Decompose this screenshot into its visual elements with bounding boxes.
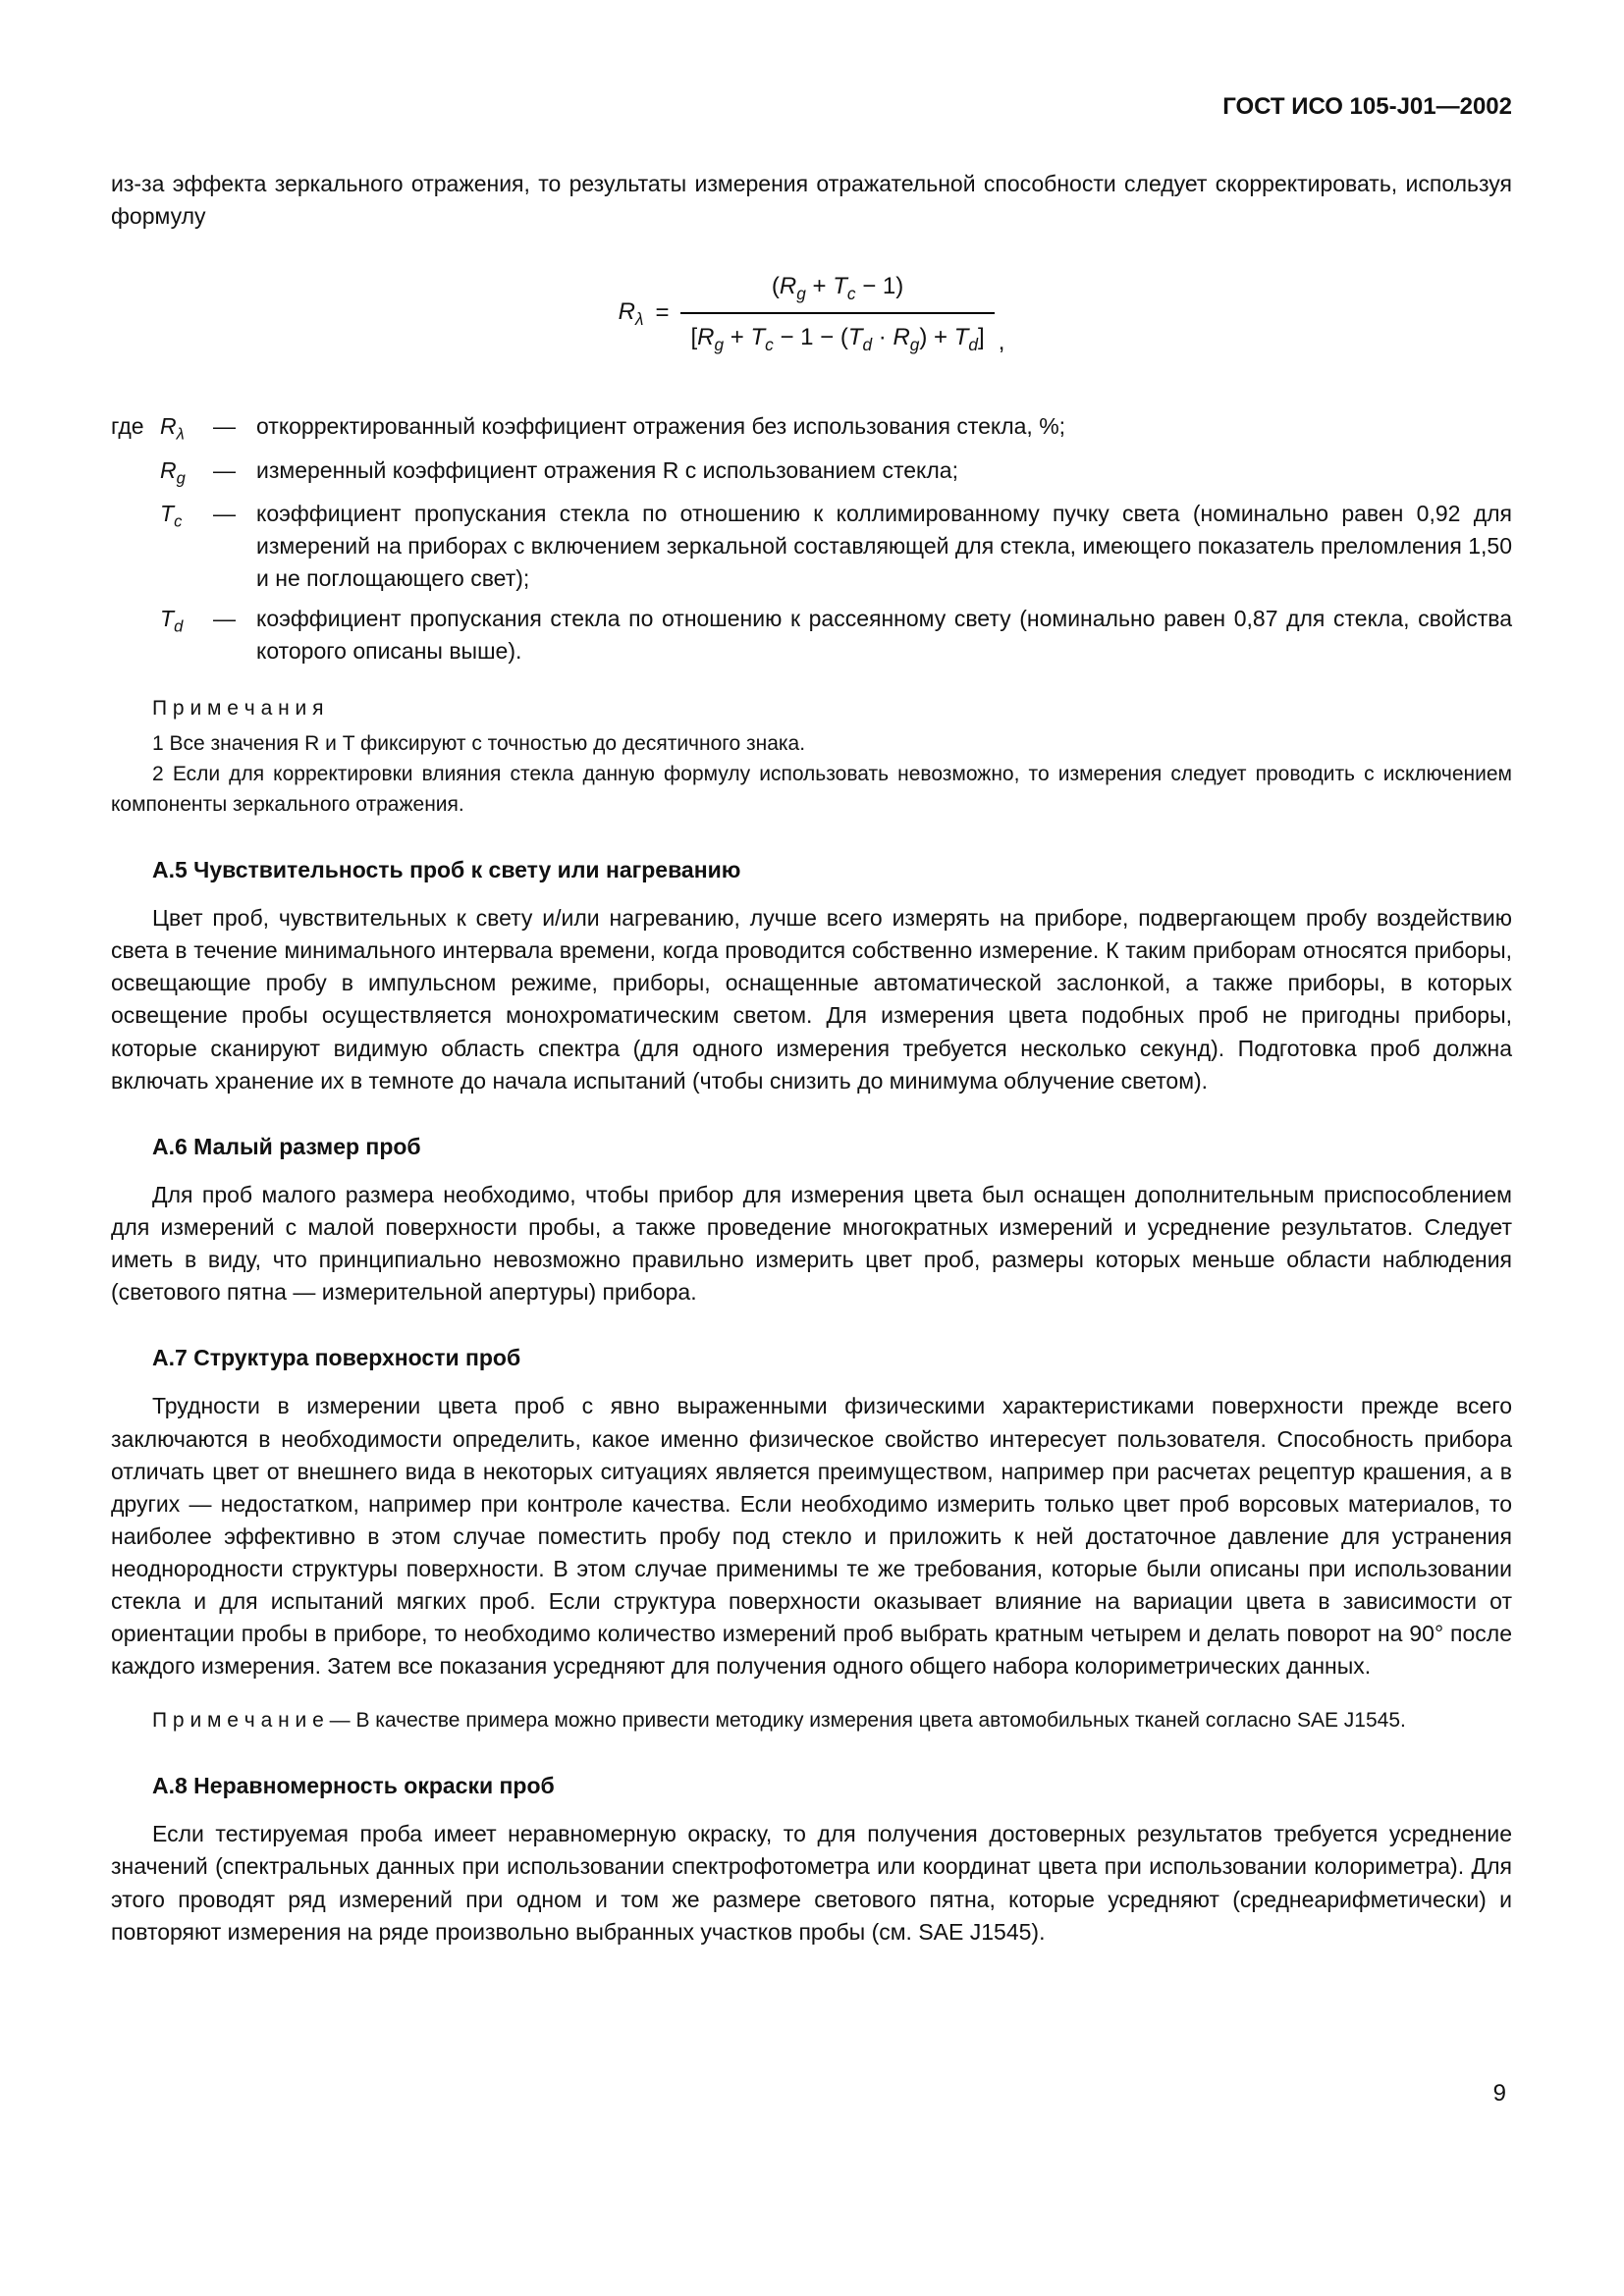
note-text: — В качестве примера можно привести методику измерения цвета автомобильных тканей согласно SAE J1545. xyxy=(329,1709,1406,1733)
definition-text: коэффициент пропускания стекла по отношению к рассеянному свету (номинально равен 0,87 для стекла, свойства которого описаны выше). xyxy=(256,606,1512,665)
intro-paragraph: из-за эффекта зеркального отражения, то результаты измерения отражательной способности следует скорректировать, используя формулу xyxy=(111,170,1512,229)
section-heading-a8: А.8 Неравномерность окраски проб xyxy=(152,1773,555,1799)
note-item xyxy=(111,729,1512,760)
definition-sub: d xyxy=(174,616,184,636)
section-a6 xyxy=(111,1131,1512,1309)
definition-sub: λ xyxy=(176,424,185,444)
formula-sub: c xyxy=(846,283,856,303)
note-number: 1 xyxy=(152,732,164,756)
formula-sub: g xyxy=(909,335,920,355)
formula-denominator xyxy=(680,314,994,359)
formula-var: T xyxy=(953,324,969,351)
formula-fragment: − 1) xyxy=(855,272,904,299)
section-body-a5: Цвет проб, чувствительных к свету и/или нагреванию, лучше всего измерять на приборе, подвергающем пробу воздействию света в течение минимального интервала времени, когда проводится собственно измерение. К таким приборам относятся приборы, освещающие пробу в импульсном режиме, приборы, оснащенные автоматической заслонкой, а также приборы, в которых освещение пробы осуществляется монохроматическим светом. Для измерения цвета подобных проб не пригодны приборы, которые сканируют видимую область спектра (для одного измерения требуется несколько секунд). Подготовка проб должна включать хранение их в темноте до начала испытаний (чтобы снизить до минимума облучение светом). xyxy=(111,905,1512,1094)
formula-numerator xyxy=(680,268,994,315)
formula-lhs-sub: λ xyxy=(634,308,644,329)
formula-var: R xyxy=(779,272,797,299)
definition-row xyxy=(111,410,1512,446)
section-heading-a5: А.5 Чувствительность проб к свету или нагреванию xyxy=(152,856,741,882)
definition-prefix xyxy=(111,603,160,667)
definition-prefix xyxy=(111,498,160,595)
formula-var: R xyxy=(697,324,715,351)
definition-prefix xyxy=(111,454,160,490)
formula-fraction xyxy=(680,268,994,359)
definition-text: коэффициент пропускания стекла по отношению к коллимированному пучку света (номинально равен 0,92 для измерений на приборах с включением зеркальной составляющей для стекла, имеющего показатель преломления 1,50 и не поглощающего свет); xyxy=(256,500,1512,592)
formula-sub: d xyxy=(968,335,979,355)
formula-var: T xyxy=(833,272,847,299)
note-label: П р и м е ч а н и е xyxy=(152,1709,324,1733)
note-item xyxy=(111,760,1512,821)
section-a8 xyxy=(111,1770,1512,1949)
definition-term xyxy=(160,410,213,446)
section-heading-a7: А.7 Структура поверхности проб xyxy=(152,1345,521,1371)
formula-fragment: ] xyxy=(978,324,985,351)
definition-prefix: где xyxy=(111,413,144,440)
formula-lhs xyxy=(619,295,644,332)
definition-var: T xyxy=(160,500,175,526)
definition-dash: — xyxy=(213,606,236,632)
definition-term xyxy=(160,454,213,490)
definition-text: откорректированный коэффициент отражения без использования стекла, %; xyxy=(256,413,1066,440)
definition-row xyxy=(111,454,1512,490)
formula-var: T xyxy=(750,324,766,351)
definition-var: T xyxy=(160,606,175,632)
notes-title: П р и м е ч а н и я xyxy=(152,696,324,720)
definition-sub: g xyxy=(176,468,186,488)
definition-var: R xyxy=(160,456,177,483)
formula-fragment: + xyxy=(724,324,751,351)
formula-sub: g xyxy=(714,335,725,355)
formula xyxy=(111,268,1512,359)
page-number: 9 xyxy=(1492,2080,1506,2107)
formula-fragment: · xyxy=(872,324,893,351)
formula-fragment: ) + xyxy=(919,324,954,351)
formula-fragment: [ xyxy=(690,324,698,351)
section-a7 xyxy=(111,1342,1512,1736)
definition-sub: c xyxy=(174,511,183,531)
section-a5 xyxy=(111,854,1512,1097)
section-body-a7: Трудности в измерении цвета проб с явно выраженными физическими характеристиками поверхности прежде всего заключаются в необходимости определить, какое именно физическое свойство интересует пользователя. Способность прибора отличать цвет от внешнего вида в некоторых ситуациях является преимуществом, например при расчетах рецептур крашения, а в других — недостатком, например при контроле качества. Если необходимо измерить только цвет проб ворсовых материалов, то наиболее эффективно в этом случае поместить пробу под стекло и приложить к ней достаточное давление для устранения неоднородности структуры поверхности. В этом случае применимы те же требования, которые были описаны при использовании стекла и для испытаний мягких проб. Если структура поверхности оказывает влияние на вариации цвета в зависимости от ориентации пробы в приборе, то необходимо количество измерений проб выбрать кратным четырем и делать поворот на 90° после каждого измерения. Затем все показания усредняют для получения одного общего набора колориметрических данных. xyxy=(111,1393,1512,1680)
definition-row xyxy=(111,603,1512,667)
formula-fragment: − 1 − ( xyxy=(773,324,848,351)
formula-sub: g xyxy=(796,283,806,303)
formula-sub: c xyxy=(765,335,774,355)
notes-block xyxy=(111,694,1512,821)
formula-fragment: + xyxy=(805,272,834,299)
formula-var: T xyxy=(847,324,863,351)
formula-line xyxy=(619,268,1005,359)
formula-sub: d xyxy=(862,335,873,355)
formula-equals: = xyxy=(655,299,670,327)
definition-text: измеренный коэффициент отражения R с использованием стекла; xyxy=(256,456,958,483)
section-heading-a6: А.6 Малый размер проб xyxy=(152,1133,421,1159)
section-body-a8: Если тестируемая проба имеет неравномерную окраску, то для получения достоверных результатов требуется усреднение значений (спектральных данных при использовании спектрофотометра или координат цвета при использовании колориметра). Для этого проводят ряд измерений при одном и том же размере светового пятна, которые усредняют (среднеарифметически) и повторяют измерения на ряде произвольно выбранных участков пробы (см. SAE J1545). xyxy=(111,1821,1512,1945)
document-number: ГОСТ ИСО 105-J01—2002 xyxy=(1222,93,1512,120)
formula-var: R xyxy=(893,324,910,351)
definition-term xyxy=(160,498,213,595)
definition-dash: — xyxy=(213,500,236,526)
note-text: Все значения R и T фиксируют с точностью до десятичного знака. xyxy=(169,732,806,756)
formula-fragment: ( xyxy=(771,272,780,299)
definitions-list xyxy=(111,410,1512,667)
definition-dash: — xyxy=(213,456,236,483)
definition-dash: — xyxy=(213,413,236,440)
definition-term xyxy=(160,603,213,667)
formula-lhs-var: R xyxy=(618,298,635,326)
note-text: Если для корректировки влияния стекла данную формулу использовать невозможно, то измерения следует проводить с исключением компоненты зеркального отражения. xyxy=(111,763,1512,817)
section-body-a6: Для проб малого размера необходимо, чтобы прибор для измерения цвета был оснащен дополнительным приспособлением для измерений с малой поверхности пробы, а также проведение многократных измерений и усреднение результатов. Следует иметь в виду, что принципиально невозможно правильно измерить цвет проб, размеры которых меньше области наблюдения (светового пятна — измерительной апертуры) прибора. xyxy=(111,1181,1512,1306)
section-note-a7 xyxy=(111,1706,1512,1736)
definition-var: R xyxy=(160,413,177,440)
formula-trailing-comma: , xyxy=(998,328,1005,355)
note-number: 2 xyxy=(152,763,164,786)
definition-row xyxy=(111,498,1512,595)
